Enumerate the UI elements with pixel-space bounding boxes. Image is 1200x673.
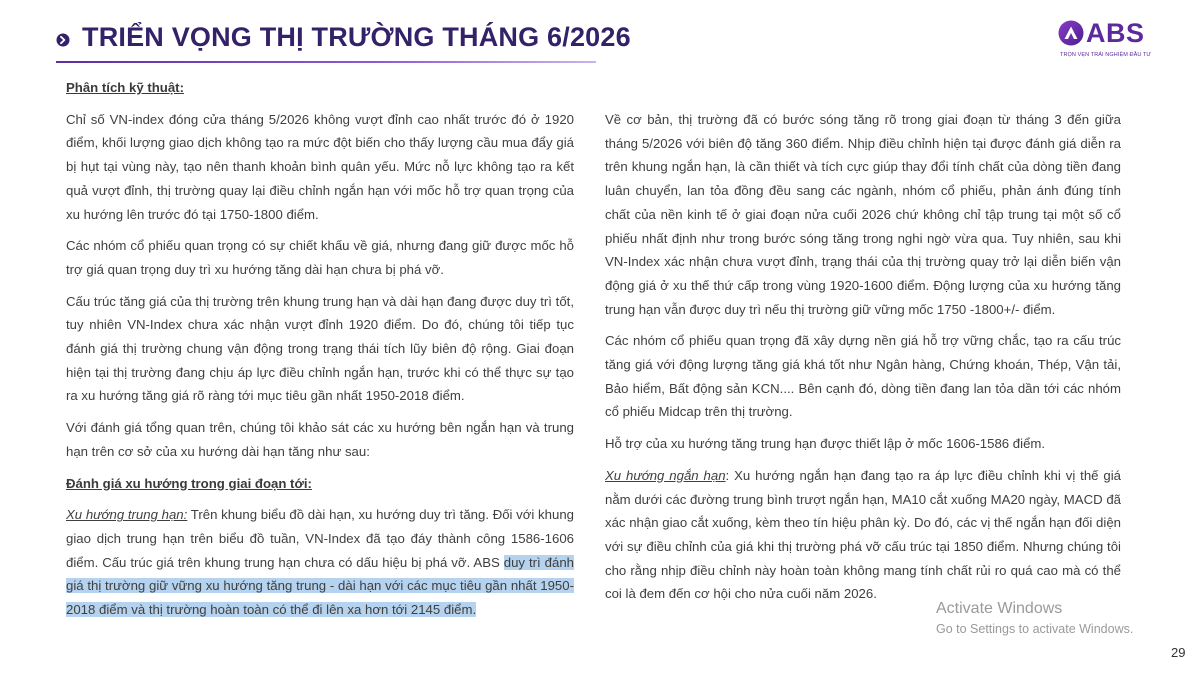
abs-logo: [1058, 18, 1158, 68]
paragraph: Cấu trúc tăng giá của thị trường trên khung trung hạn và dài hạn đang được duy trì tốt, tuy nhiên VN-Index chưa xác nhận vượt đỉnh 1920 điểm. Do đó, chúng tôi tiếp tục đánh giá thị trường chung vận động trong trạng thái tích lũy biên độ rộng. Giai đoạn hiện tại thị trường đang chịu áp lực điều chỉnh ngắn hạn, trước khi có thể thực sự tạo ra xu hướng tăng giá rõ ràng tới mục tiêu gần nhất 1950-2018 điểm.: [66, 293, 574, 404]
paragraph: Hỗ trợ của xu hướng tăng trung hạn được thiết lập ở mốc 1606-1586 điểm.: [605, 436, 1046, 452]
paragraph: Các nhóm cổ phiếu quan trọng đã xây dựng nền giá hỗ trợ vững chắc, tạo ra cấu trúc tăng giá với động lượng tăng giá khá tốt như Ngân hàng, Chứng khoán, Thép, Vận tải, Bảo hiểm, Bất động sản KCN.... Bên cạnh đó, dòng tiền đang lan tỏa dần tới các nhóm cổ phiếu Midcap trên thị trường.: [605, 333, 1121, 420]
watermark-title: Activate Windows: [936, 600, 1063, 617]
left-column: [66, 76, 574, 630]
section-heading-technical: Phân tích kỹ thuật:: [66, 80, 184, 95]
medium-trend-text: Trên khung biểu đồ dài hạn, xu hướng duy trì tăng. Đối với khung giao dịch trung hạn trên biểu đồ tuần, VN-Index đã tạo đáy thành công 1586-1606 điểm. Cấu trúc giá trên khung trung hạn chưa có dấu hiệu bị phá vỡ. ABS: [66, 507, 574, 570]
short-trend-text: : Xu hướng ngắn hạn đang tạo ra áp lực điều chỉnh khi vị thế giá nằm dưới các đường trung bình trượt ngắn hạn, MA10 cắt xuống MA20 ngày, MACD đã xác nhận giao cắt xuống, kèm theo tín hiệu phân kỳ. Do đó, các vị thế ngắn hạn đối diện với sự điều chỉnh của giá khi thị trường phá vỡ cấu trúc tại 1850 điểm. Nhưng chúng tôi cho rằng nhịp điều chỉnh này hoàn toàn không mang tính chất rủi ro quá cao mà có thể coi là đem đến cơ hội cho nửa cuối năm 2026.: [605, 467, 1122, 602]
section-heading-trend: Đánh giá xu hướng trong giai đoạn tới:: [66, 475, 312, 491]
activate-windows-watermark: [936, 599, 1133, 639]
logo-tagline: TRỌN VẸN TRẢI NGHIỆM ĐẦU TƯ: [1060, 52, 1152, 58]
medium-trend-label: Xu hướng trung hạn:: [66, 507, 188, 523]
watermark-subtitle: Go to Settings to activate Windows.: [936, 622, 1134, 636]
slide-header: [0, 0, 1200, 70]
paragraph-medium-trend: [66, 503, 574, 622]
page-number: 29: [1171, 645, 1186, 660]
paragraph: Về cơ bản, thị trường đã có bước sóng tăng rõ trong giai đoạn từ tháng 3 đến giữa tháng 5/2026 với biên độ tăng 360 điểm. Nhịp điều chỉnh hiện tại được đánh giá diễn ra trên khung ngắn hạn, là cần thiết và tích cực giúp thay đổi tính chất của dòng tiền đang luân chuyển, lan tỏa đồng đều sang các ngành, nhóm cổ phiếu, phản ánh đúng tính chất của nền kinh tế ở giai đoạn nửa cuối 2026 chứ không chỉ tập trung tại một số cổ phiếu nhất định như trong bước sóng tăng trong nghi ngờ vừa qua. Tuy nhiên, sau khi VN-Index xác nhận chưa vượt đỉnh, trạng thái của thị trường quay trở lại diễn biến vận động giá ở xu thế thứ cấp trong vùng 1920-1600 điểm. Động lượng của xu hướng tăng trung hạn vẫn được duy trì nếu thị trường giữ vững mốc 1750 -1800+/- điểm.: [605, 112, 1121, 317]
short-trend-label: Xu hướng ngắn hạn: [605, 467, 726, 483]
page-title: TRIỂN VỌNG THỊ TRƯỜNG THÁNG 6/2026: [82, 22, 631, 52]
paragraph: Các nhóm cổ phiếu quan trọng có sự chiết khấu về giá, nhưng đang giữ được mốc hỗ trợ giá quan trọng duy trì xu hướng tăng dài hạn chưa bị phá vỡ.: [66, 238, 574, 277]
abs-logo-mark-icon: [1058, 20, 1084, 46]
logo-text: ABS: [1086, 18, 1145, 48]
paragraph: Chỉ số VN-index đóng cửa tháng 5/2026 không vượt đỉnh cao nhất trước đó ở 1920 điểm, khối lượng giao dịch không tạo ra mức đột biến cho thấy lượng cầu mua đẩy giá bị hụt tại vùng này, tạo nên thanh khoản bình quân yếu. Mức nỗ lực không tạo ra kết quả vượt đỉnh, thị trường quay lại điều chỉnh ngắn hạn với mốc hỗ trợ quan trọng của xu hướng lên trước đó tại 1750-1800 điểm.: [66, 111, 574, 222]
highlighted-text: duy trì đánh giá thị trường giữ vững xu hướng tăng trung - dài hạn với các mục tiêu gần nhất 1950-2018 điểm và thị trường hoàn toàn có thể đi lên xa hơn tới 2145 điểm.: [66, 554, 574, 618]
right-column: [605, 108, 1121, 614]
paragraph: Với đánh giá tổng quan trên, chúng tôi khảo sát các xu hướng bên ngắn hạn và trung hạn trên cơ sở của xu hướng dài hạn tăng như sau:: [66, 420, 574, 459]
title-underline: [56, 61, 596, 63]
paragraph-short-trend: [605, 464, 1121, 606]
chevron-circle-icon: [56, 33, 70, 47]
